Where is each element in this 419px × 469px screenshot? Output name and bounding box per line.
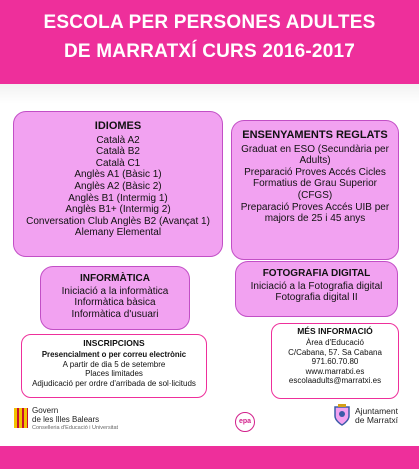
- idiomes-item: Anglès B1 (Intermig 1): [68, 192, 168, 204]
- idiomes-heading: IDIOMES: [94, 120, 142, 132]
- fotografia-item: Fotografia digital II: [275, 292, 358, 304]
- ajuntament-text: [355, 407, 398, 425]
- govern-logo: [14, 406, 134, 434]
- idiomes-item: Anglès B1+ (Intermig 2): [65, 204, 171, 216]
- ensenyaments-heading: ENSENYAMENTS REGLATS: [242, 129, 388, 141]
- mes-info-phone: 971.60.70.80: [311, 357, 359, 367]
- idiomes-item: Anglès A1 (Bàsic 1): [74, 169, 162, 181]
- footer-band: [0, 446, 419, 469]
- informatica-box: [40, 266, 190, 330]
- crest-icon: [333, 404, 351, 426]
- ensenyaments-item: majors de 25 i 45 anys: [264, 213, 366, 225]
- ajuntament-logo: [333, 402, 413, 432]
- informatica-item: Iniciació a la informàtica: [61, 285, 169, 297]
- header-banner: [0, 0, 419, 84]
- idiomes-item: Català A2: [96, 134, 140, 146]
- inscripcions-item: Places limitades: [85, 369, 143, 379]
- inscripcions-item: Adjudicació per ordre d'arribada de sol·licituds: [32, 378, 196, 388]
- epa-logo: epa: [235, 412, 255, 432]
- fotografia-item: Iniciació a la Fotografia digital: [250, 280, 383, 292]
- header-shadow-strip: [0, 84, 419, 104]
- idiomes-item: Català B2: [96, 146, 140, 158]
- informatica-heading: INFORMÀTICA: [80, 273, 150, 284]
- mes-info-heading: MÉS INFORMACIÓ: [297, 326, 373, 336]
- ensenyaments-item: Adults): [299, 155, 331, 167]
- govern-subtitle: Conselleria d'Educació i Universitat: [32, 425, 119, 431]
- inscripcions-item: A partir de dia 5 de setembre: [62, 359, 166, 369]
- fotografia-heading: FOTOGRAFIA DIGITAL: [262, 268, 371, 279]
- ensenyaments-box: [231, 120, 399, 260]
- ensenyaments-item: Graduat en ESO (Secundària per: [241, 143, 389, 155]
- mes-info-item: C/Cabana, 57. Sa Cabana: [288, 347, 382, 357]
- govern-line: Govern: [32, 406, 59, 415]
- govern-text: [32, 406, 99, 424]
- mes-info-website-link[interactable]: www.marratxi.es: [305, 366, 365, 376]
- idiomes-item: Anglès A2 (Bàsic 2): [74, 180, 162, 192]
- inscripcions-box: [21, 334, 207, 398]
- fotografia-box: [235, 261, 398, 317]
- title-line-2: DE MARRATXÍ CURS 2016-2017: [64, 41, 355, 62]
- mes-info-item: Àrea d'Educació: [305, 338, 364, 348]
- informatica-item: Informàtica bàsica: [74, 297, 156, 309]
- idiomes-item: Alemany Elemental: [74, 227, 162, 239]
- idiomes-item: Català C1: [95, 157, 141, 169]
- ensenyaments-item: Preparació Proves Accés UIB per: [240, 201, 390, 213]
- ensenyaments-item: (CFGS): [297, 189, 333, 201]
- govern-line: de les Illes Balears: [32, 415, 100, 424]
- ensenyaments-item: Formatius de Grau Superior: [253, 178, 377, 190]
- ensenyaments-item: Preparació Proves Accés Cicles: [244, 166, 386, 178]
- ajuntament-line: de Marratxí: [355, 415, 398, 425]
- informatica-item: Informàtica d'usuari: [71, 308, 159, 320]
- title-line-1: ESCOLA PER PERSONES ADULTES: [43, 12, 376, 33]
- inscripcions-method: Presencialment o per correu electrònic: [41, 350, 187, 360]
- mes-info-email-link[interactable]: escolaadults@marratxi.es: [288, 376, 382, 386]
- ajuntament-line: Ajuntament: [355, 406, 398, 416]
- mes-info-box: [271, 323, 399, 399]
- govern-flag-icon: [14, 408, 28, 428]
- idiomes-box: [13, 111, 223, 257]
- idiomes-item: Conversation Club Anglès B2 (Avançat 1): [26, 215, 210, 227]
- logos-row: [0, 400, 419, 436]
- inscripcions-heading: INSCRIPCIONS: [83, 338, 145, 348]
